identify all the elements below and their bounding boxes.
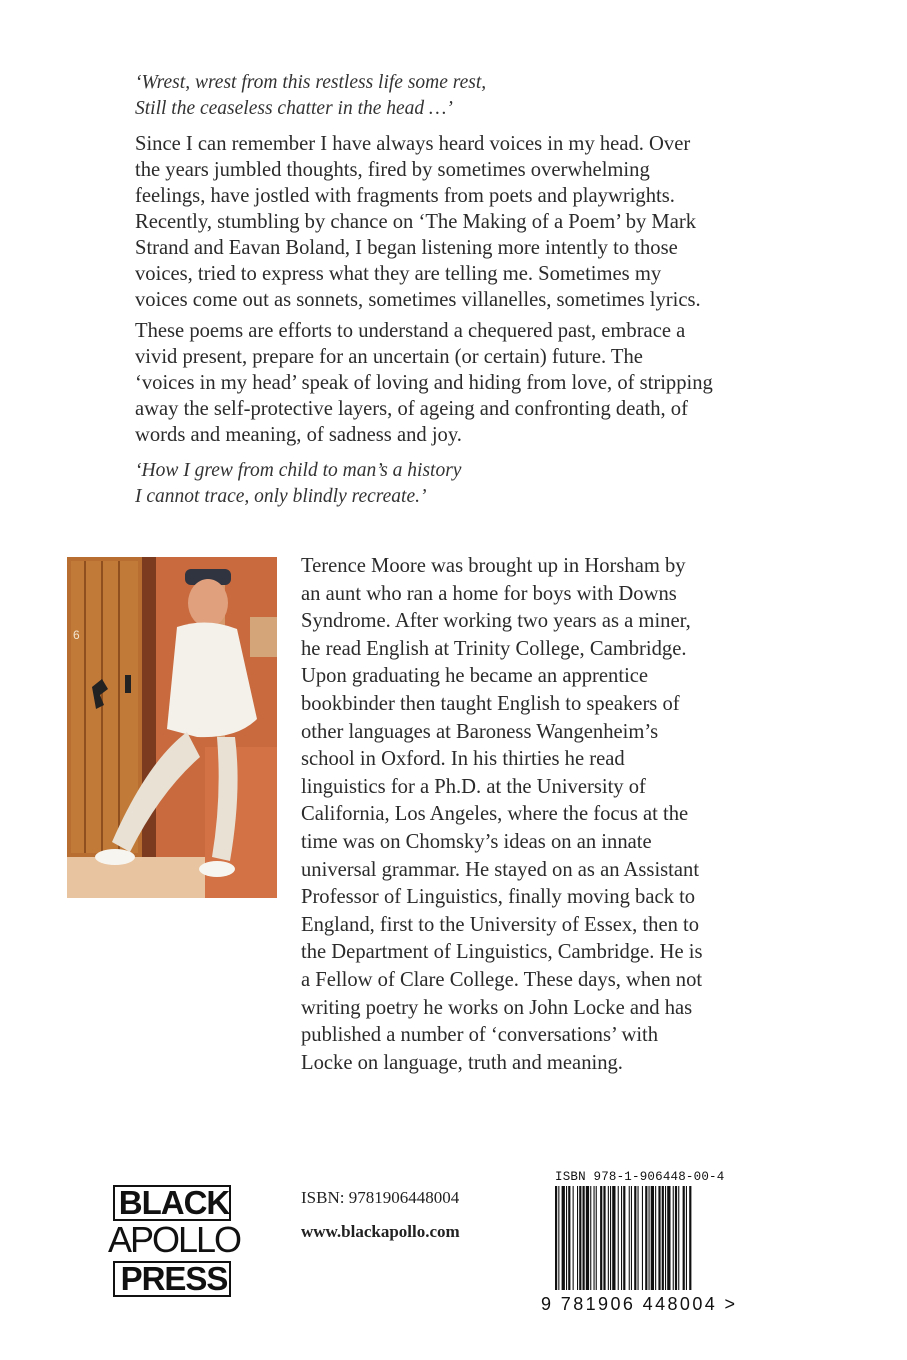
barcode-bar: [651, 1186, 654, 1290]
barcode-bar: [562, 1186, 565, 1290]
author-photo-illustration: [67, 557, 277, 898]
bio-line: Terence Moore was brought up in Horsham by: [301, 555, 686, 577]
barcode-bar: [610, 1186, 611, 1290]
bio-line: a Fellow of Clare College. These days, when not: [301, 968, 703, 991]
barcode-bar: [649, 1186, 650, 1290]
bio-line: universal grammar. He stayed on as an Assistant: [301, 858, 700, 881]
barcode-bar: [558, 1186, 559, 1290]
bio-line: Professor of Linguistics, finally moving back to: [301, 886, 696, 909]
epigraph-top: [135, 70, 775, 122]
barcode-bar: [586, 1186, 589, 1290]
text-line: These poems are efforts to understand a chequered past, embrace a: [135, 320, 686, 342]
logo-word-black: BLACK: [118, 1184, 230, 1221]
barcode-bar: [645, 1186, 647, 1290]
bio-line: time was on Chomsky’s ideas on an innate: [301, 830, 652, 853]
barcode-digits: 9 781906 448004 >: [541, 1294, 738, 1314]
epigraph-line: I cannot trace, only blindly recreate.’: [135, 486, 427, 507]
text-line: Recently, stumbling by chance on ‘The Making of a Poem’ by Mark: [135, 211, 697, 233]
door-number: 6: [73, 628, 80, 642]
bio-line: Upon graduating he became an apprentice: [301, 665, 649, 688]
barcode-bar: [590, 1186, 591, 1290]
barcode-bar: [642, 1186, 643, 1290]
epigraph-line: ‘How I grew from child to man’s a history: [135, 460, 462, 481]
barcode-bar: [631, 1186, 632, 1290]
author-bio: [301, 553, 761, 1077]
text-line: feelings, have jostled with fragments from poets and playwrights.: [135, 185, 675, 207]
text-line: the years jumbled thoughts, fired by sometimes overwhelming: [135, 159, 650, 181]
barcode-bar: [618, 1186, 619, 1290]
barcode-bar: [603, 1186, 605, 1290]
barcode-bar: [577, 1186, 578, 1290]
barcode-bar: [600, 1186, 602, 1290]
bio-line: the Department of Linguistics, Cambridge. He is: [301, 941, 703, 964]
publisher-logo: [103, 1185, 245, 1297]
text-line: Strand and Eavan Boland, I began listening more intently to those: [135, 237, 678, 259]
barcode-bar: [612, 1186, 615, 1290]
barcode-bar: [583, 1186, 585, 1290]
barcode-bar: [629, 1186, 630, 1290]
bio-line: bookbinder then taught English to speakers of: [301, 692, 680, 715]
barcode-bar: [608, 1186, 609, 1290]
author-photo: [67, 557, 277, 898]
barcode-bar: [662, 1186, 664, 1290]
barcode-bar: [594, 1186, 595, 1290]
barcode-bar: [658, 1186, 660, 1290]
barcode-bar: [573, 1186, 574, 1290]
intro-paragraph: [135, 131, 775, 313]
text-line: words and meaning, of sadness and joy.: [135, 424, 462, 446]
bio-line: writing poetry he works on John Locke and has: [301, 996, 693, 1019]
barcode-bar: [579, 1186, 581, 1290]
epigraph-bottom: [135, 458, 775, 510]
text-line: ‘voices in my head’ speak of loving and hiding from love, of stripping: [135, 372, 713, 394]
barcode-bar: [678, 1186, 679, 1290]
epigraph-line: ‘Wrest, wrest from this restless life some rest,: [135, 72, 487, 93]
barcode-bar: [683, 1186, 685, 1290]
barcode-bar: [689, 1186, 691, 1290]
barcode-bar: [675, 1186, 677, 1290]
website-link[interactable]: www.blackapollo.com: [301, 1222, 460, 1241]
logo-word-press: PRESS: [120, 1260, 228, 1297]
isbn-label: ISBN: 9781906448004: [301, 1188, 460, 1207]
bio-line: linguistics for a Ph.D. at the University of: [301, 775, 646, 798]
text-line: away the self-protective layers, of ageing and confronting death, of: [135, 398, 688, 420]
bio-line: school in Oxford. In his thirties he read: [301, 748, 625, 771]
bio-line: Syndrome. After working two years as a miner,: [301, 610, 691, 633]
bio-line: an aunt who ran a home for boys with Downs: [301, 582, 677, 605]
barcode-bar: [555, 1186, 557, 1290]
text-line: vivid present, prepare for an uncertain (or certain) future. The: [135, 346, 643, 368]
text-line: Since I can remember I have always heard voices in my head. Over: [135, 133, 691, 155]
bio-line: he read English at Trinity College, Cambridge.: [301, 637, 687, 660]
barcode-bar: [596, 1186, 597, 1290]
barcode-bar: [566, 1186, 567, 1290]
bio-line: England, first to the University of Essex, then to: [301, 913, 700, 936]
barcode-bar: [621, 1186, 622, 1290]
bio-line: published a number of ‘conversations’ with: [301, 1024, 659, 1047]
barcode-bar: [568, 1186, 570, 1290]
barcode-bar: [667, 1186, 670, 1290]
text-line: voices, tried to express what they are telling me. Sometimes my: [135, 263, 662, 285]
bio-line: other languages at Baroness Wangenheim’s: [301, 720, 659, 743]
logo-word-apollo: APOLLO: [107, 1219, 241, 1260]
barcode-bars: [541, 1186, 741, 1306]
barcode-bar: [686, 1186, 687, 1290]
barcode-bar: [638, 1186, 639, 1290]
barcode-isbn-text: ISBN 978-1-906448-00-4: [555, 1170, 725, 1184]
epigraph-line: Still the ceaseless chatter in the head …’: [135, 98, 453, 119]
barcode-bar: [665, 1186, 666, 1290]
text-line: voices come out as sonnets, sometimes villanelles, sometimes lyrics.: [135, 289, 701, 311]
barcode-bar: [623, 1186, 625, 1290]
poems-paragraph: [135, 318, 775, 448]
bio-line: California, Los Angeles, where the focus at the: [301, 803, 689, 826]
barcode-bar: [655, 1186, 656, 1290]
barcode-bar: [634, 1186, 636, 1290]
barcode-bar: [673, 1186, 674, 1290]
barcode: [541, 1170, 741, 1315]
bio-line: Locke on language, truth and meaning.: [301, 1051, 623, 1074]
